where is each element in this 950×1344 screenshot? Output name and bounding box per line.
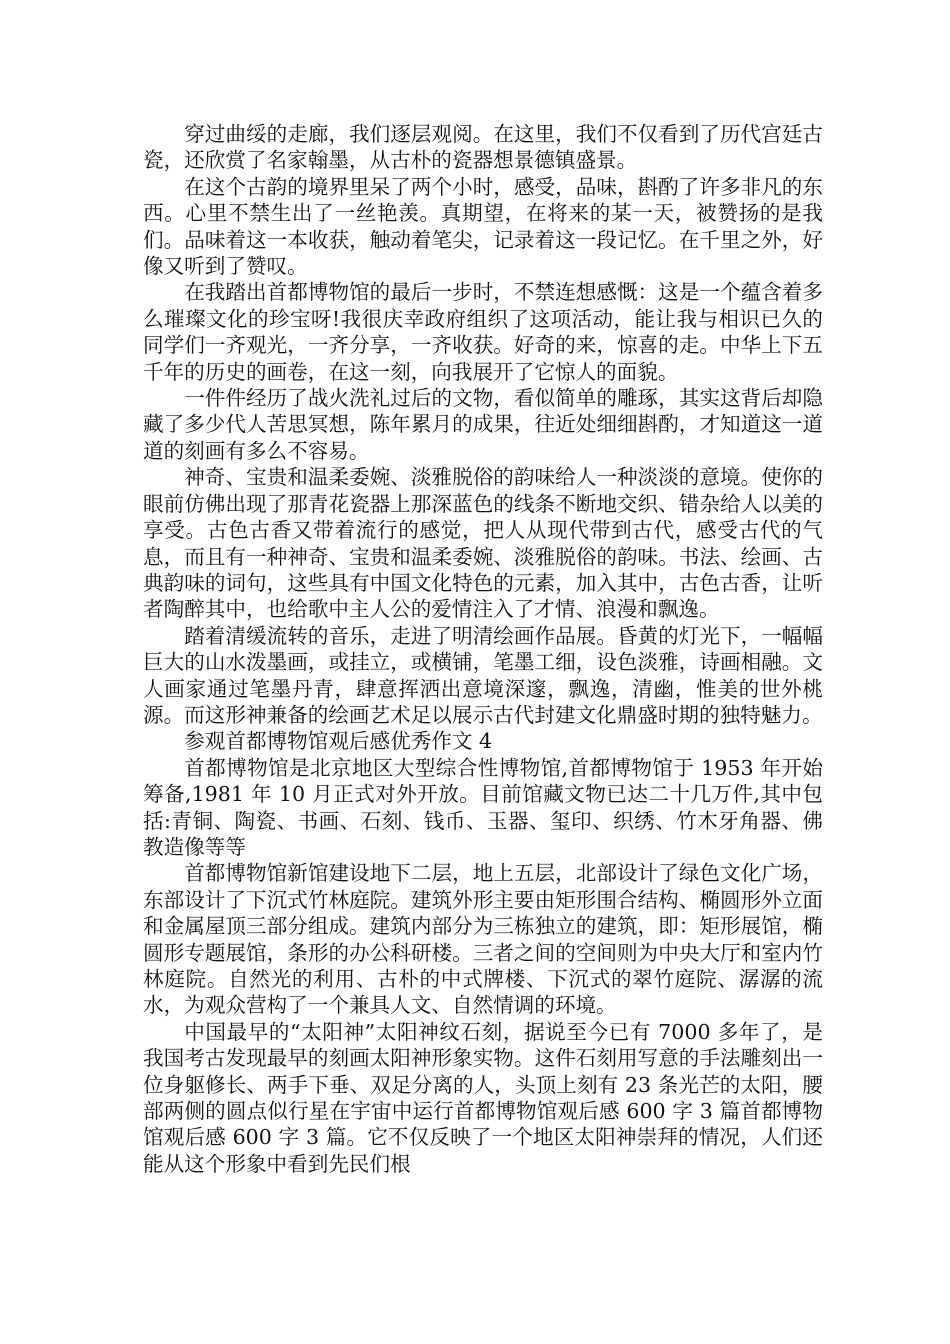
paragraph-6: 踏着清缓流转的音乐，走进了明清绘画作品展。昏黄的灯光下，一幅幅巨大的山水泼墨画，或挂立，或横铺，笔墨工细，设色淡雅，诗画相融。文人画家通过笔墨丹青，肆意挥洒出意境深邃，飘逸，清幽，惟美的世外桃源。而这形神兼备的绘画艺术足以展示古代封建文化鼎盛时期的独特魅力。 bbox=[143, 623, 823, 727]
paragraph-2: 在这个古韵的境界里呆了两个小时，感受，品味，斟酌了许多非凡的东西。心里不禁生出了一丝艳羡。真期望，在将来的某一天，被赞扬的是我们。品味着这一本收获，触动着笔尖，记录着这一段记忆。在千里之外，好像又听到了赞叹。 bbox=[143, 174, 823, 279]
paragraph-1: 穿过曲绥的走廊，我们逐层观阅。在这里，我们不仅看到了历代宫廷古瓷，还欣赏了名家翰墨，从古朴的瓷器想景德镇盛景。 bbox=[143, 122, 823, 173]
essay-body bbox=[143, 121, 823, 1177]
paragraph-3: 在我踏出首都博物馆的最后一步时，不禁连想感慨：这是一个蕴含着多么璀璨文化的珍宝呀!我很庆幸政府组织了这项活动，能让我与相识已久的同学们一齐观光，一齐分享，一齐收获。好奇的来，惊喜的走。中华上下五千年的历史的画卷，在这一刻，向我展开了它惊人的面貌。 bbox=[143, 280, 823, 384]
section-heading: 参观首都博物馆观后感优秀作文 4 bbox=[184, 729, 493, 754]
paragraph-5: 神奇、宝贵和温柔委婉、淡雅脱俗的韵味给人一种淡淡的意境。使你的眼前仿佛出现了那青花瓷器上那深蓝色的线条不断地交织、错杂给人以美的享受。古色古香又带着流行的感觉，把人从现代带到古代，感受古代的气息，而且有一种神奇、宝贵和温柔委婉、淡雅脱俗的韵味。书法、绘画、古典韵味的词句，这些具有中国文化特色的元素，加入其中，古色古香，让听者陶醉其中，也给歌中主人公的爱情注入了才情、浪漫和飘逸。 bbox=[143, 465, 823, 622]
paragraph-4: 一件件经历了战火洗礼过后的文物，看似简单的雕琢，其实这背后却隐藏了多少代人苦思冥想，陈年累月的成果，往近处细细斟酌，才知道这一道道的刻画有多么不容易。 bbox=[143, 386, 823, 463]
paragraph-9: 中国最早的“太阳神”太阳神纹石刻，据说至今已有 7000 多年了，是我国考古发现最早的刻画太阳神形象实物。这件石刻用写意的手法雕刻出一位身躯修长、两手下垂、双足分离的人，头顶上刻有 23 条光芒的太阳，腰部两侧的圆点似行星在宇宙中运行首都博物馆观后感 600 字 3 篇首都博物馆观后感 600 字 3 篇。它不仅反映了一个地区太阳神崇拜的情况，人们还能从这个形象中看到先民们根 bbox=[143, 1019, 823, 1176]
paragraph-7: 首都博物馆是北京地区大型综合性博物馆,首都博物馆于 1953 年开始筹备,1981 年 10 月正式对外开放。目前馆藏文物已达二十几万件,其中包括:青铜、陶瓷、书画、石刻、钱币、玉器、玺印、织绣、竹木牙角器、佛教造像等等 bbox=[143, 755, 823, 859]
paragraph-8: 首都博物馆新馆建设地下二层，地上五层，北部设计了绿色文化广场，东部设计了下沉式竹林庭院。建筑外形主要由矩形围合结构、椭圆形外立面和金属屋顶三部分组成。建筑内部分为三栋独立的建筑，即：矩形展馆，椭圆形专题展馆，条形的办公科研楼。三者之间的空间则为中央大厅和室内竹林庭院。自然光的利用、古朴的中式牌楼、下沉式的翠竹庭院、潺潺的流水，为观众营构了一个兼具人文、自然情调的环境。 bbox=[143, 861, 823, 1018]
